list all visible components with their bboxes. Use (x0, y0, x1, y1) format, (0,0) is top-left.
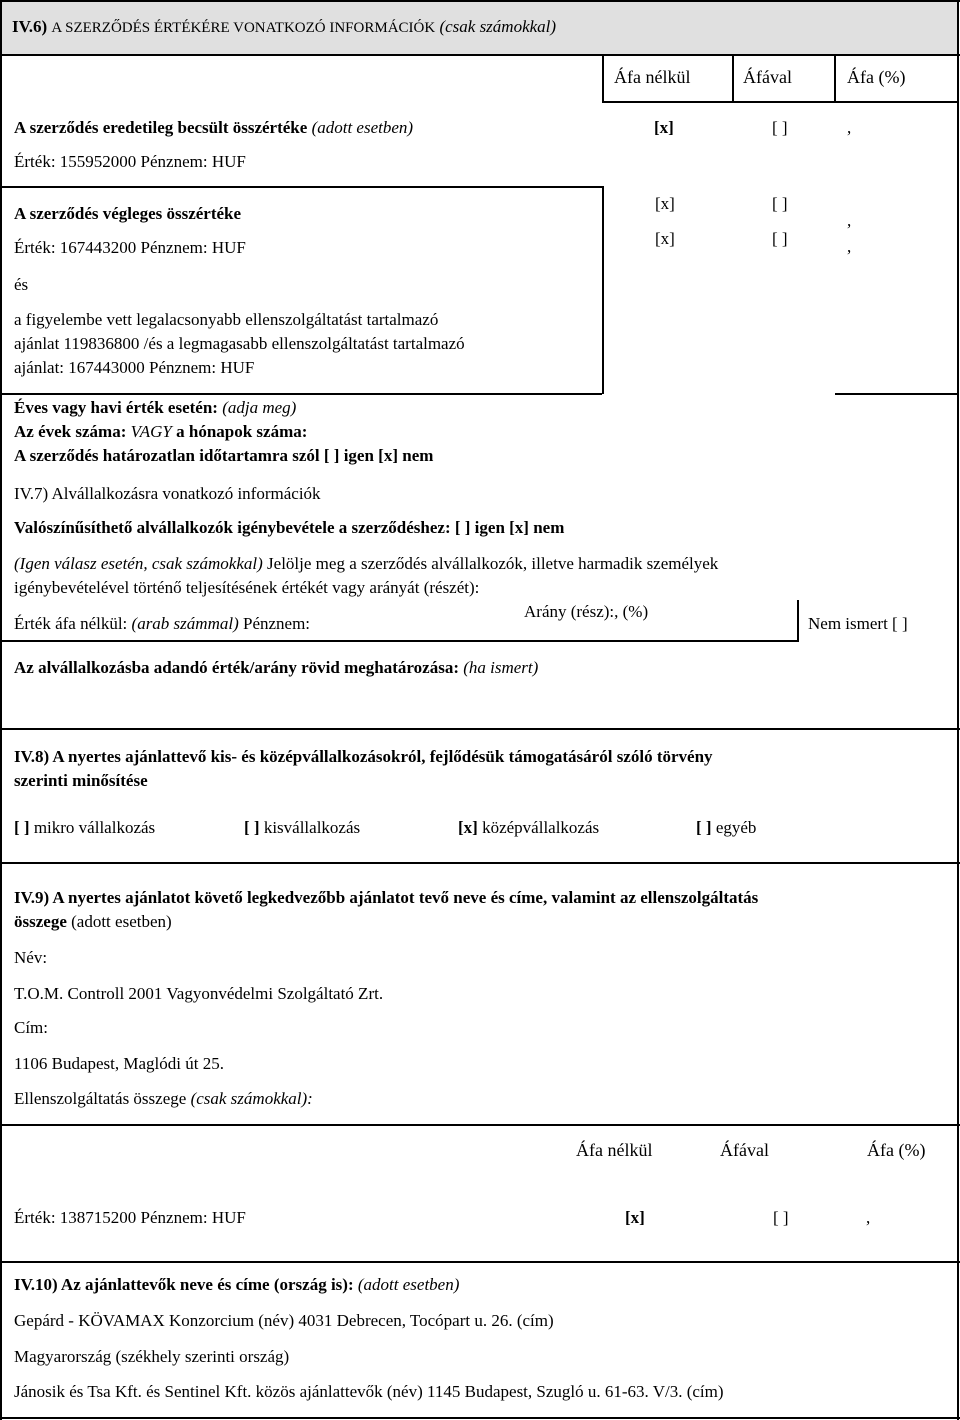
amount-vat-value: , (866, 1208, 871, 1227)
orig-value-label (14, 117, 413, 139)
micro-label: mikro vállalkozás (33, 818, 156, 837)
border-bottom (0, 1417, 960, 1419)
indefinite-line: A szerződés határozatlan időtartamra szól [ ] igen [x] nem (14, 446, 434, 465)
orig-gross-checkbox: [ ] (772, 118, 788, 137)
bidder-line-3: Jánosik és Tsa Kft. és Sentinel Kft. közös ajánlattevők (név) 1145 Budapest, Szugló u. 61-63. V/3. (cím) (14, 1382, 724, 1401)
name-value: T.O.M. Controll 2001 Vagyonvédelmi Szolgáltató Zrt. (14, 984, 384, 1003)
section-title-iv8-line-1: IV.8) A nyertes ajánlattevő kis- és középvállalkozásokról, fejlődésük támogatásáról szóló törvény (14, 747, 713, 766)
option-medium (458, 817, 599, 839)
subcontract-description-label: Az alvállalkozásba adandó érték/arány rövid meghatározása: (14, 658, 459, 677)
col-header-vat-2: Áfa (%) (867, 1140, 926, 1160)
address-label: Cím: (14, 1018, 49, 1037)
final-gross-checkbox-2: [ ] (772, 229, 788, 248)
unknown-checkbox-label: Nem ismert [ ] (808, 614, 908, 633)
value-without-vat-line (14, 613, 310, 635)
value-without-vat-label: Érték áfa nélkül: (14, 614, 128, 633)
col-header-gross: Áfával (743, 67, 792, 87)
months-label: a hónapok száma: (176, 422, 308, 441)
col-header-vat: Áfa (%) (847, 67, 906, 87)
final-vat-value-2: , (847, 237, 852, 256)
option-micro (14, 817, 155, 839)
name-label: Név: (14, 948, 48, 967)
amount-line (14, 1088, 313, 1110)
orig-value: Érték: 155952000 Pénznem: HUF (14, 152, 246, 171)
col-sep-3 (834, 54, 836, 102)
and-label: és (14, 275, 29, 294)
section-title-iv8-line-2: szerinti minősítése (14, 771, 148, 790)
section-title-iv10 (14, 1274, 459, 1296)
yes-note: (Igen válasz esetén, csak számokkal) (14, 554, 263, 573)
range-line-2: ajánlat 119836800 /és a legmagasabb ellenszolgáltatást tartalmazó (14, 334, 465, 353)
amount-note: (csak számokkal): (190, 1089, 313, 1108)
amount-gross-checkbox: [ ] (773, 1208, 789, 1227)
col-sep-value-area (602, 186, 604, 394)
divider-orig-value (0, 186, 602, 188)
subcontract-description-note: (ha ismert) (463, 658, 539, 677)
yes-note-line (14, 553, 718, 575)
border-left (0, 0, 2, 1420)
col-underline-vat (834, 101, 958, 103)
other-checkbox: [ ] (696, 818, 712, 837)
divider-under-title (0, 54, 960, 56)
divider-value-row (0, 640, 797, 642)
orig-value-note: (adott esetben) (311, 118, 414, 137)
col-sep-2 (732, 54, 734, 102)
unknown-sep (797, 600, 799, 642)
final-vat-value-1: , (847, 211, 852, 230)
section-number: IV.6) (12, 17, 48, 36)
bidder-line-2: Magyarország (székhely szerinti ország) (14, 1347, 290, 1366)
currency-label: Pénznem: (242, 614, 311, 633)
border-top (0, 0, 960, 2)
border-right (957, 0, 959, 1420)
section-title-iv9-line-2 (14, 911, 172, 933)
amount-value: Érték: 138715200 Pénznem: HUF (14, 1208, 246, 1227)
col-header-gross-2: Áfával (720, 1140, 769, 1160)
final-value-label: A szerződés végleges összértéke (14, 204, 242, 223)
medium-label: középvállalkozás (482, 818, 600, 837)
years-label: Az évek száma: (14, 422, 127, 441)
annual-value-label: Éves vagy havi érték esetén: (14, 398, 218, 417)
orig-net-checkbox: [x] (654, 118, 674, 137)
small-label: kisvállalkozás (263, 818, 361, 837)
section-title-iv10-note: (adott esetben) (357, 1275, 460, 1294)
divider-range-right (835, 393, 958, 395)
or-label: VAGY (130, 422, 172, 441)
range-line-3: ajánlat: 167443000 Pénznem: HUF (14, 358, 255, 377)
divider-range (0, 393, 602, 395)
other-label: egyéb (715, 818, 757, 837)
ratio-label: Arány (rész):, (%) (524, 602, 649, 621)
col-underline-gross (732, 101, 834, 103)
col-underline-net (602, 101, 732, 103)
col-header-net: Áfa nélkül (614, 67, 691, 87)
col-sep-1 (602, 54, 604, 102)
final-gross-checkbox-1: [ ] (772, 194, 788, 213)
section-title-iv10-text: IV.10) Az ajánlattevők neve és címe (ország is): (14, 1275, 354, 1294)
section-title-note: (csak számokkal) (439, 17, 557, 36)
section-title-iv6 (12, 16, 556, 39)
divider-amount-top (0, 1124, 960, 1126)
final-net-checkbox-1: [x] (655, 194, 675, 213)
final-net-checkbox-2: [x] (655, 229, 675, 248)
yes-text-2: igénybevételével történő teljesítésének értékét vagy arányát (részét): (14, 578, 480, 597)
orig-vat-value: , (847, 118, 852, 137)
arabic-number-note: (arab számmal) (131, 614, 239, 633)
address-value: 1106 Budapest, Maglódi út 25. (14, 1054, 224, 1073)
section-title-text: A SZERZŐDÉS ÉRTÉKÉRE VONATKOZÓ INFORMÁCIÓK (51, 20, 436, 36)
divider-s9-end (0, 1261, 960, 1263)
divider-s7-end (0, 728, 960, 730)
col-header-net-2: Áfa nélkül (576, 1140, 653, 1160)
yes-text-1: Jelölje meg a szerződés alvállalkozók, illetve harmadik személyek (267, 554, 719, 573)
subcontract-description (14, 657, 538, 679)
years-line (14, 421, 307, 443)
amount-title: összege (14, 912, 67, 931)
bidder-line-1: Gepárd - KÖVAMAX Konzorcium (név) 4031 Debrecen, Tocópart u. 26. (cím) (14, 1311, 554, 1330)
section-title-iv9-line-1: IV.9) A nyertes ajánlatot követő legkedvezőbb ajánlatot tevő neve és címe, valamint az ellenszolgáltatás (14, 888, 759, 907)
range-line-1: a figyelembe vett legalacsonyabb ellenszolgáltatást tartalmazó (14, 310, 439, 329)
amount-label: Ellenszolgáltatás összege (14, 1089, 187, 1108)
final-value: Érték: 167443200 Pénznem: HUF (14, 238, 246, 257)
micro-checkbox: [ ] (14, 818, 30, 837)
small-checkbox: [ ] (244, 818, 260, 837)
orig-value-title: A szerződés eredetileg becsült összértéke (14, 118, 308, 137)
divider-s8-end (0, 862, 960, 864)
amount-title-note: (adott esetben) (71, 912, 172, 931)
section-title-iv7: IV.7) Alvállalkozásra vonatkozó információk (14, 484, 321, 503)
amount-net-checkbox: [x] (625, 1208, 645, 1227)
option-small (244, 817, 360, 839)
medium-checkbox: [x] (458, 818, 478, 837)
subcontract-likely: Valószínűsíthető alvállalkozók igénybevétele a szerződéshez: [ ] igen [x] nem (14, 518, 565, 537)
annual-value-line (14, 397, 296, 419)
option-other (696, 817, 756, 839)
annual-value-note: (adja meg) (222, 398, 297, 417)
